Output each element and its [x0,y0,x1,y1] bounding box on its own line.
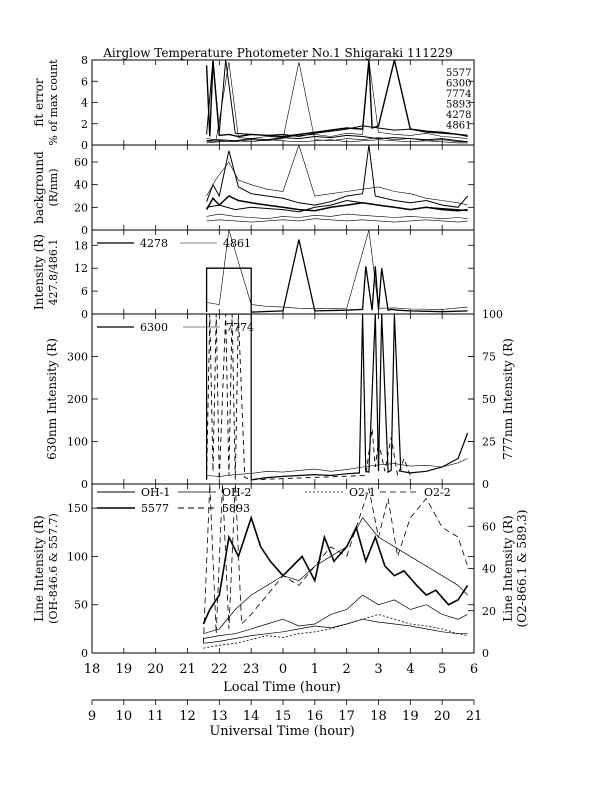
panel-fit [32,54,474,152]
panel-frame [92,60,474,145]
panel-frame [92,314,474,484]
y-tick-label: 0 [81,647,88,660]
y-right-tick-label: 20 [482,604,496,618]
series-6300 [207,314,468,480]
y-right-tick-label: 0 [482,647,489,660]
ut-tick-label: 9 [87,709,97,724]
local-tick-label: 22 [211,662,228,677]
legend-entry-5893: 5893 [446,99,472,111]
y-axis-label: 427.8/486.1 [47,238,60,306]
y-axis-label: fit error [32,78,46,127]
y-right-axis-label: (O2-866.1 & 589.3) [515,509,529,628]
y-right-axis-label: Line Intensity (R) [501,515,515,622]
ut-tick-label: 16 [306,709,324,724]
y-tick-label: 0 [81,224,88,237]
panel-red [45,308,515,491]
y-axis-label: Line Intensity (R) [32,515,46,622]
series-OH-1 [203,595,467,638]
legend-entry-OH-1: OH-1 [141,486,171,499]
series-5577 [207,60,468,137]
series-7774 [207,60,468,140]
local-tick-label: 2 [342,662,351,677]
panel-line [32,484,529,660]
panel-bg [32,145,474,237]
y-right-tick-label: 60 [482,520,496,534]
y-tick-label: 100 [67,435,88,449]
local-tick-label: 3 [374,662,383,677]
y-axis-label: (OH-846.6 & 557.7) [47,513,60,624]
y-axis-label: background [32,151,46,224]
series-group [207,60,468,143]
local-tick-label: 20 [147,662,164,677]
y-tick-label: 6 [81,285,88,299]
y-tick-label: 200 [67,393,88,406]
legend-entry-4278: 4278 [446,110,472,121]
y-right-tick-label: 25 [482,435,496,449]
y-tick-label: 60 [74,156,88,169]
series-group [207,314,468,480]
legend-entry-6300: 6300 [446,78,472,90]
y-tick-label: 40 [74,178,88,192]
ut-tick-label: 20 [433,709,451,724]
ut-tick-label: 21 [465,709,483,724]
y-tick-label: 4 [81,96,88,110]
legend-entry-4861: 4861 [446,120,472,132]
legend-entry-7774: 7774 [446,89,472,100]
series-5577 [203,518,467,624]
y-right-tick-label: 75 [482,350,496,364]
y-axis-label: (R/nm) [47,168,60,207]
legend-entry-6300: 6300 [140,321,168,334]
local-tick-label: 4 [406,662,415,677]
y-tick-label: 20 [74,201,88,215]
ut-tick-label: 18 [370,709,387,724]
y-tick-label: 100 [67,550,88,564]
y-right-axis-label: 777nm Intensity (R) [501,338,515,460]
legend-entry-5577: 5577 [446,68,472,79]
y-tick-label: 0 [81,478,88,491]
series-6300 [207,145,468,207]
local-tick-label: 21 [179,662,196,677]
legend-entry-O2-1: O2-1 [349,486,376,499]
y-right-tick-label: 0 [482,478,489,491]
y-axis-label: Intensity (R) [32,234,46,310]
legend-entry-4861: 4861 [223,237,251,250]
ut-tick-label: 15 [274,709,292,724]
series-7774 [207,145,468,205]
y-tick-label: 0 [81,139,88,152]
y-tick-label: 300 [67,350,88,364]
local-tick-label: 1 [310,662,319,677]
ut-tick-label: 10 [115,709,133,724]
legend-entry-OH-2: OH-2 [222,486,252,499]
ut-tick-label: 12 [179,709,196,724]
local-tick-label: 5 [438,662,447,677]
legend-entry-5893: 5893 [222,502,250,515]
y-right-tick-label: 50 [482,393,496,406]
local-tick-label: 6 [469,662,479,677]
ut-axis-label: Universal Time (hour) [209,724,355,739]
y-right-tick-label: 40 [482,562,496,576]
y-right-tick-label: 100 [482,308,503,321]
series-group [207,145,468,222]
ut-tick-label: 19 [402,709,419,724]
legend-entry-O2-2: O2-2 [424,486,451,499]
ut-tick-label: 17 [338,709,355,724]
local-tick-label: 19 [115,662,133,677]
ut-tick-label: 14 [242,709,260,724]
series-4278 [207,240,468,313]
y-tick-label: 2 [81,117,88,131]
series-OH-2 [203,518,467,634]
y-tick-label: 0 [81,308,88,321]
local-tick-label: 23 [242,662,260,677]
legend-entry-7774: 7774 [226,321,254,334]
y-tick-label: 8 [81,54,88,67]
local-tick-label: 18 [83,662,101,677]
local-tick-label: 0 [278,662,288,677]
ut-tick-label: 13 [211,709,228,724]
y-tick-label: 50 [74,598,88,612]
y-tick-label: 12 [74,262,88,276]
chart-title: Airglow Temperature Photometer No.1 Shigaraki 111229 [103,46,453,60]
y-axis-label: % of max count [47,59,60,146]
legend-entry-5577: 5577 [141,502,169,515]
y-tick-label: 6 [81,75,88,89]
series-4278 [207,214,468,219]
y-tick-label: 150 [67,502,88,516]
series-6300 [207,60,468,137]
local-axis-label: Local Time (hour) [223,680,341,695]
panel-frame [92,145,474,230]
legend-entry-4278: 4278 [140,237,168,250]
ut-tick-label: 11 [147,709,164,724]
y-axis-label: 630nm Intensity (R) [45,338,59,460]
series-7774 [207,459,468,477]
series-4861 [207,219,468,222]
y-tick-label: 18 [74,239,88,253]
